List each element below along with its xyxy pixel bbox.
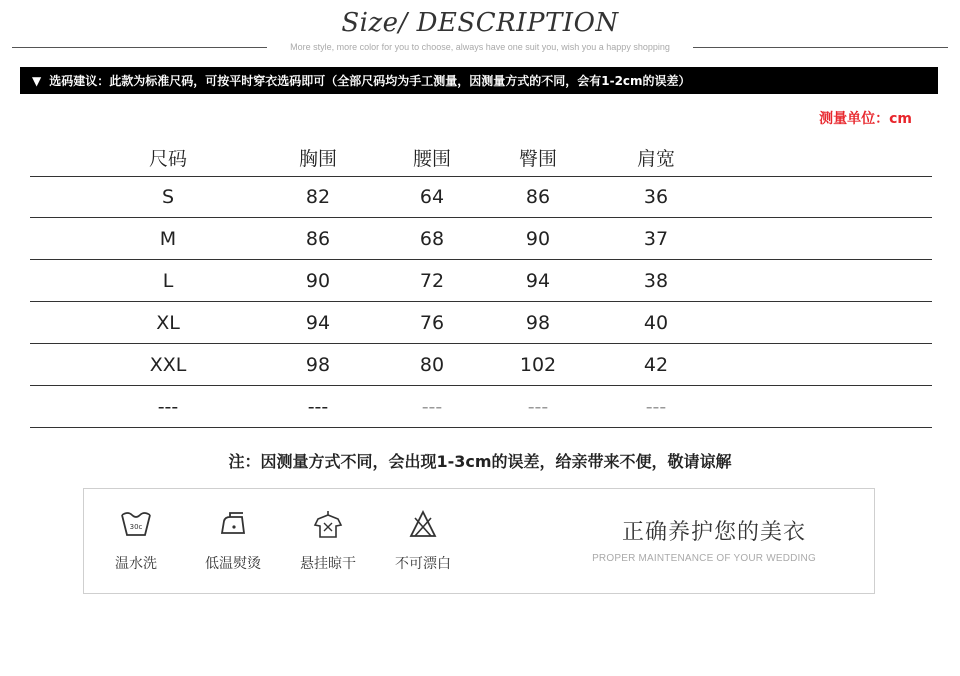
table-cell: 64 [419, 185, 445, 208]
table-cell: 90 [525, 227, 551, 250]
table-cell: 80 [419, 353, 445, 376]
table-cell: 38 [643, 269, 669, 292]
table-cell: 82 [305, 185, 331, 208]
table-cell: 76 [419, 311, 445, 334]
column-header: 胸围 [298, 147, 337, 170]
size-table [30, 138, 932, 428]
table-header-row [30, 138, 932, 176]
size-advice-bar [20, 67, 938, 94]
column-header: 尺码 [148, 147, 187, 170]
table-cell: 98 [525, 311, 551, 334]
table-cell: 42 [643, 353, 669, 376]
table-cell: 37 [643, 227, 669, 250]
care-item-no-bleach [383, 509, 463, 573]
table-cell: 68 [419, 227, 445, 250]
column-header: 肩宽 [636, 147, 675, 170]
table-cell: --- [157, 395, 179, 418]
table-row [30, 176, 932, 218]
table-cell: XXL [149, 353, 187, 376]
column-header: 臀围 [518, 147, 557, 170]
table-row [30, 344, 932, 386]
size-advice-text: 选码建议：此款为标准尺码，可按平时穿衣选码即可（全部尺码均为手工测量，因测量方式的不同，会有1-2cm的误差） [49, 74, 691, 88]
table-cell: S [161, 185, 175, 208]
page-subtitle: More style, more color for you to choose, always have one suit you, wish you a happy shopping [290, 42, 670, 52]
table-cell: 90 [305, 269, 331, 292]
measurement-unit: 测量单位：cm [819, 111, 912, 127]
no-bleach-icon [406, 509, 440, 539]
care-item-wash [96, 509, 176, 573]
table-row [30, 302, 932, 344]
divider-left [12, 47, 267, 48]
table-cell: --- [421, 395, 443, 418]
table-cell: L [162, 269, 174, 292]
divider-right [693, 47, 948, 48]
wash-30-icon [119, 509, 153, 539]
measurement-note: 注：因测量方式不同，会出现1-3cm的误差，给亲带来不便，敬请谅解 [228, 452, 732, 471]
table-cell: 40 [643, 311, 669, 334]
iron-low-icon [216, 509, 250, 539]
svg-text:30c: 30c [129, 523, 143, 531]
table-cell: 72 [419, 269, 445, 292]
table-cell: --- [307, 395, 329, 418]
table-cell: 94 [305, 311, 331, 334]
page-title: Size/ DESCRIPTION [341, 8, 619, 38]
table-cell: 86 [305, 227, 331, 250]
table-cell: --- [527, 395, 549, 418]
table-cell: 102 [519, 353, 557, 376]
table-cell: 36 [643, 185, 669, 208]
care-title: 正确养护您的美衣 [621, 520, 806, 545]
care-label: 低温熨烫 [205, 556, 261, 572]
table-cell: XL [156, 311, 180, 334]
care-item-hang-dry [288, 509, 368, 573]
care-instructions-panel [83, 488, 875, 594]
care-label: 悬挂晾干 [300, 556, 356, 572]
table-row [30, 218, 932, 260]
column-header: 腰围 [412, 147, 451, 170]
care-label: 不可漂白 [395, 556, 451, 572]
care-item-iron [193, 509, 273, 573]
table-cell: 94 [525, 269, 551, 292]
table-cell: 86 [525, 185, 551, 208]
table-cell: 98 [305, 353, 331, 376]
hang-dry-icon [311, 509, 345, 539]
table-top-rule [30, 176, 932, 177]
care-subtitle: PROPER MAINTENANCE OF YOUR WEDDING [592, 553, 816, 564]
care-label: 温水洗 [115, 556, 157, 572]
table-row [30, 386, 932, 428]
triangle-down-icon: ▼ [32, 73, 42, 88]
table-row [30, 260, 932, 302]
table-cell: --- [645, 395, 667, 418]
table-cell: M [159, 227, 177, 250]
